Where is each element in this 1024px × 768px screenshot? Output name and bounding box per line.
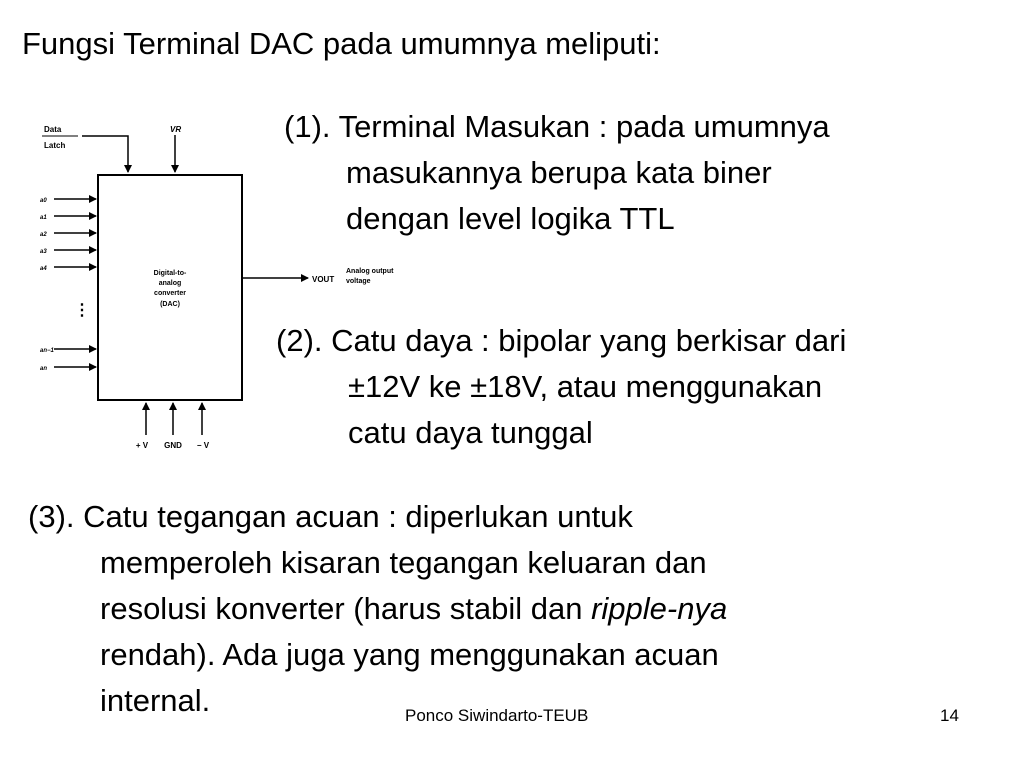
slide-title: Fungsi Terminal DAC pada umumnya meliputi: (22, 26, 661, 61)
input-ellipsis: ⋮ (74, 302, 90, 319)
point-terminal-input (284, 104, 830, 242)
input-label-a0: a0 (40, 198, 47, 204)
point-3-line-5: internal. (100, 683, 211, 718)
vr-label: VR (170, 125, 182, 134)
footer-author: Ponco Siwindarto-TEUB (405, 706, 589, 725)
point-2-line-3: catu daya tunggal (348, 415, 593, 450)
dac-label-line-3: converter (154, 290, 186, 297)
data-label: Data (44, 125, 62, 134)
power-label-minus-v: − V (196, 441, 210, 450)
point-2-text-1: Catu daya : bipolar yang berkisar dari (331, 323, 847, 358)
output-label-line-2: voltage (346, 278, 371, 285)
dac-box (98, 175, 242, 400)
input-label-a2: a2 (40, 232, 47, 238)
point-1-line-1 (284, 104, 830, 150)
latch-label: Latch (44, 141, 66, 150)
point-3-number: (3). (28, 499, 75, 534)
dac-label-line-2: analog (158, 280, 182, 287)
point-2-line-1 (276, 318, 846, 364)
point-2-line-2: ±12V ke ±18V, atau menggunakan (348, 369, 823, 404)
point-3-line-2: memperoleh kisaran tegangan keluaran dan (100, 545, 707, 580)
input-label-an-1: an−1 (40, 348, 54, 354)
point-3-line-4: rendah). Ada juga yang menggunakan acuan (100, 637, 719, 672)
input-label-a1: a1 (40, 215, 47, 221)
point-3-line-1 (28, 494, 727, 540)
latch-arrow (82, 136, 128, 172)
point-3-line-3-prefix: resolusi konverter (harus stabil dan (100, 591, 592, 626)
point-2-number: (2). (276, 323, 323, 358)
point-3-text-1: Catu tegangan acuan : diperlukan untuk (83, 499, 633, 534)
point-1-text-1: Terminal Masukan : pada umumnya (338, 109, 830, 144)
point-1-number: (1). (284, 109, 331, 144)
point-reference-voltage (28, 494, 727, 724)
dac-label-line-1: Digital-to- (153, 270, 187, 277)
input-label-a3: a3 (40, 249, 47, 255)
point-power-supply (276, 318, 846, 456)
input-label-an: an (40, 366, 48, 372)
output-label-line-1: Analog output (346, 268, 394, 275)
page-number: 14 (940, 706, 959, 725)
power-label-plus-v: + V (135, 441, 149, 450)
point-1-line-3: dengan level logika TTL (346, 201, 675, 236)
point-3-line-3-italic: ripple-nya (591, 591, 728, 626)
point-1-line-2: masukannya berupa kata biner (346, 155, 772, 190)
input-label-a4: a4 (40, 266, 47, 272)
vout-label: VOUT (312, 275, 335, 284)
dac-label-line-4: (DAC) (160, 301, 180, 308)
point-3-line-3 (28, 586, 727, 632)
power-label-gnd: GND (164, 441, 182, 450)
